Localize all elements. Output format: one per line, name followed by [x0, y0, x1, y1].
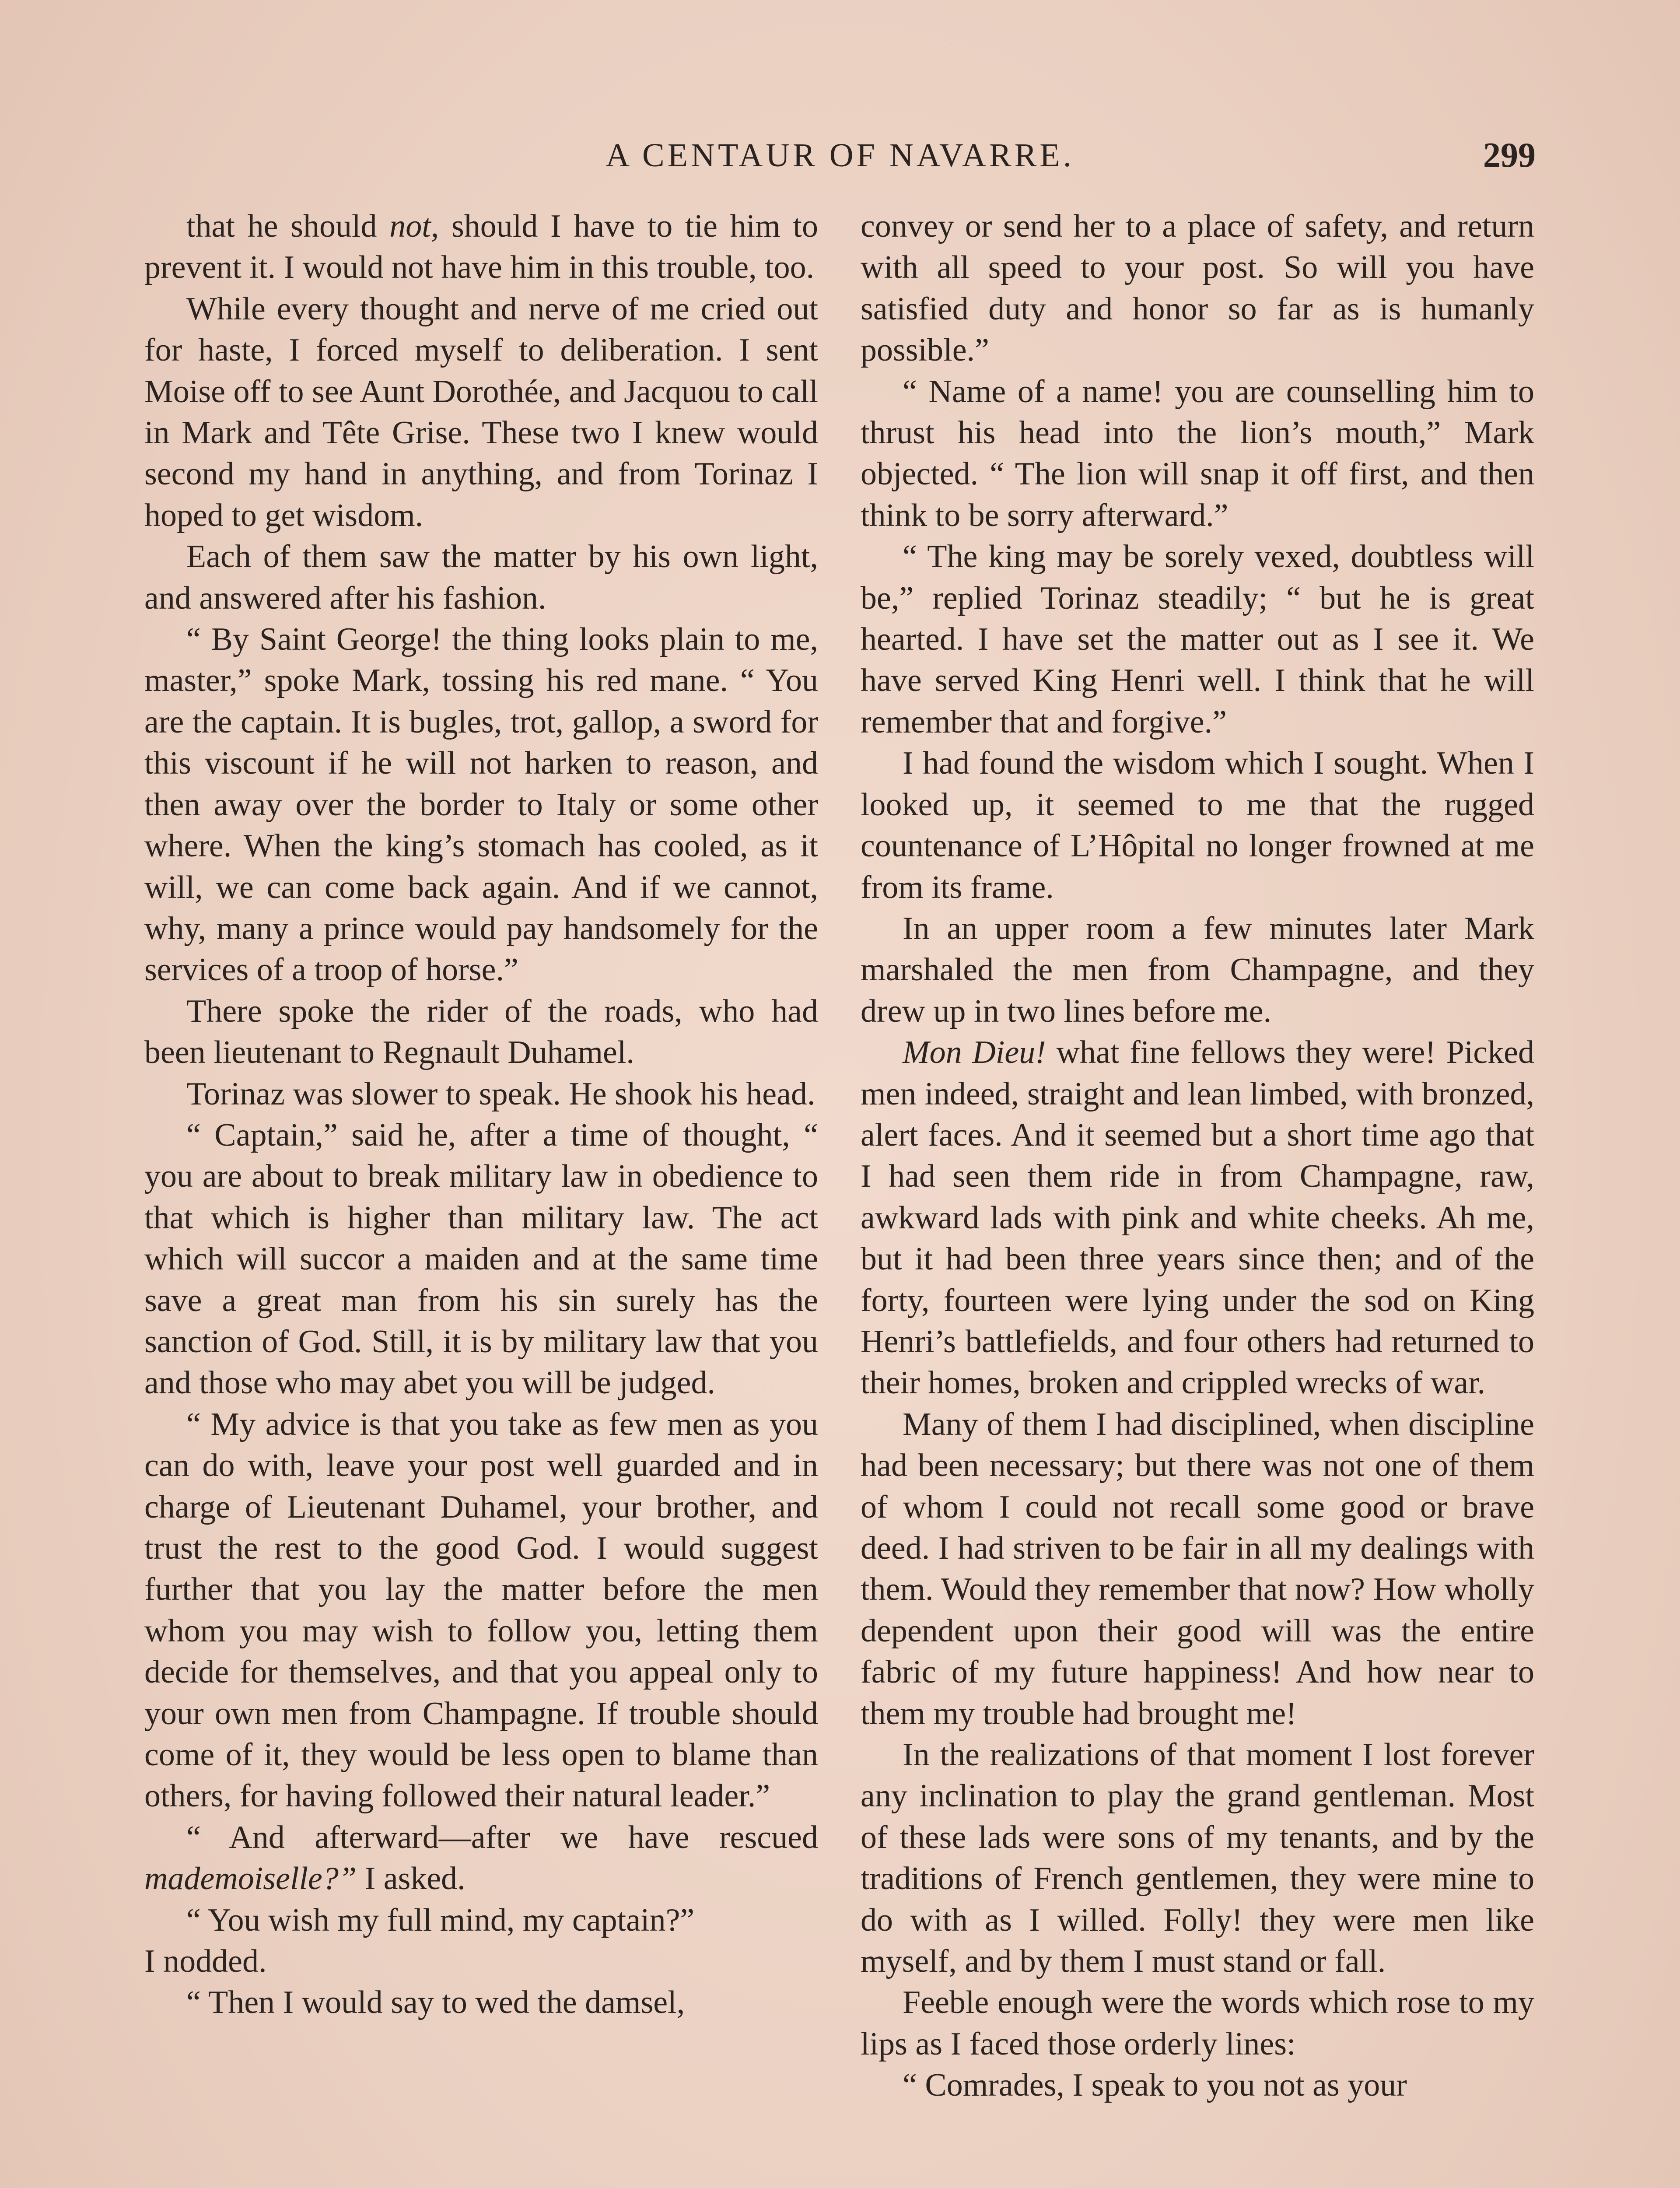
paragraph — [861, 743, 1534, 908]
right-text-column — [861, 206, 1534, 2106]
text-run: “ My advice is that you take as few men as you can do with, leave your post well guarded and in charge of Lieutenant Duhamel, your brother, and trust the rest to the good God. I would suggest further that you lay the matter before the men whom you may wish to follow you, letting them decide for themselves, and that you appeal only to your own men from Champagne. If trouble should come of it, they would be less open to blame than others, for having followed their natural leader.” — [144, 1406, 818, 1814]
paragraph — [144, 1982, 818, 2023]
italic-text: not, — [389, 208, 439, 244]
text-run: “ By Saint George! the thing looks plain to me, master,” spoke Mark, tossing his red mane. “ You are the captain. It is bugles, trot, gallop, a sword for this viscount if he will not harken to reason, and then away over the border to Italy or some other where. When the king’s stomach has cooled, as it will, we can come back again. And if we cannot, why, many a prince would pay handsomely for the services of a troop of horse.” — [144, 621, 818, 988]
paragraph — [861, 371, 1534, 536]
paragraph — [144, 1073, 818, 1115]
paragraph — [144, 206, 818, 288]
paragraph — [144, 288, 818, 536]
paragraph — [144, 1404, 818, 1817]
paragraph — [144, 1115, 818, 1404]
paragraph — [861, 2065, 1534, 2106]
paragraph — [144, 1900, 818, 1941]
paragraph — [861, 1032, 1534, 1404]
paragraph — [861, 1982, 1534, 2065]
text-run: While every thought and nerve of me cried out for haste, I forced myself to deliberation. I sent Moise off to see Aunt Dorothée, and Jacquou to call in Mark and Tête Grise. These two I knew would second my hand in anything, and from Torinaz I hoped to get wisdom. — [144, 291, 818, 533]
text-run: I had found the wisdom which I sought. When I looked up, it seemed to me that the rugged countenance of L’Hôpital no longer frowned at me from its frame. — [861, 745, 1534, 905]
italic-text: mademoiselle?” — [144, 1861, 357, 1897]
page-header — [144, 131, 1536, 179]
text-run: should I have to tie him to prevent it. I would not have him in this trouble, too. — [144, 208, 818, 286]
text-run: In an upper room a few minutes later Mark marshaled the men from Champagne, and they drew up in two lines before me. — [861, 910, 1534, 1029]
paragraph — [144, 1941, 818, 1982]
paragraph — [144, 991, 818, 1073]
text-run: Each of them saw the matter by his own light, and answered after his fashion. — [144, 539, 818, 616]
paragraph — [861, 536, 1534, 743]
text-run: “ Comrades, I speak to you not as your — [903, 2067, 1407, 2104]
text-run: that he should — [186, 208, 390, 244]
text-run: what fine fellows they were! Picked men indeed, straight and lean limbed, with bronzed, alert faces. And it seemed but a short time ago that I had seen them ride in from Champagne, raw, awkward lads with pink and white cheeks. Ah me, but it had been three years since then; and of the forty, fourteen were lying under the sod on King Henri’s battlefields, and four others had returned to their homes, broken and crippled wrecks of war. — [861, 1034, 1534, 1401]
text-run: “ And afterward—after we have rescued — [186, 1819, 818, 1855]
text-run: “ Name of a name! you are counselling him to thrust his head into the lion’s mouth,” Mark objected. “ The lion will snap it off first, and then think to be sorry afterward.” — [861, 373, 1534, 533]
text-run: “ You wish my full mind, my captain?” — [186, 1902, 695, 1938]
paragraph — [861, 908, 1534, 1032]
text-run: Many of them I had disciplined, when discipline had been necessary; but there was not one of them of whom I could not recall some good or brave deed. I had striven to be fair in all my dealings with them. Would they remember that now? How wholly dependent upon their good will was the entire fabric of my future happiness! And how near to them my trouble had brought me! — [861, 1406, 1534, 1732]
paragraph — [144, 536, 818, 619]
left-text-column — [144, 206, 818, 2023]
paragraph — [144, 619, 818, 991]
text-run: I asked. — [357, 1861, 466, 1897]
page-number: 299 — [1483, 136, 1536, 175]
paragraph — [861, 206, 1534, 371]
text-run: There spoke the rider of the roads, who had been lieutenant to Regnault Duhamel. — [144, 993, 818, 1071]
text-run: In the realizations of that moment I lost forever any inclination to play the grand gentleman. Most of these lads were sons of my tenants, and by the traditions of French gentlemen, they were mine to do with as I willed. Folly! they were men like myself, and by them I must stand or fall. — [861, 1737, 1534, 1980]
text-run: Torinaz was slower to speak. He shook his head. — [186, 1076, 816, 1112]
text-run: I nodded. — [144, 1943, 267, 1980]
italic-text: Mon Dieu! — [903, 1034, 1046, 1071]
running-title: A CENTAUR OF NAVARRE. — [606, 137, 1074, 174]
text-run: “ Captain,” said he, after a time of thought, “ you are about to break military law in obedience to that which is higher than military law. The act which will succor a maiden and at the same time save a great man from his sin surely has the sanction of God. Still, it is by military law that you and those who may abet you will be judged. — [144, 1117, 818, 1401]
text-run: Feeble enough were the words which rose to my lips as I faced those orderly lines: — [861, 1985, 1534, 2062]
text-run: “ The king may be sorely vexed, doubtless will be,” replied Torinaz steadily; “ but he is great hearted. I have set the matter out as I see it. We have served King Henri well. I think that he will remember that and forgive.” — [861, 539, 1534, 740]
paragraph — [144, 1817, 818, 1900]
paragraph — [861, 1404, 1534, 1734]
paragraph — [861, 1734, 1534, 1982]
text-run: convey or send her to a place of safety, and return with all speed to your post. So will you have satisfied duty and honor so far as is humanly possible.” — [861, 208, 1534, 368]
text-run: “ Then I would say to wed the damsel, — [186, 1985, 685, 2021]
